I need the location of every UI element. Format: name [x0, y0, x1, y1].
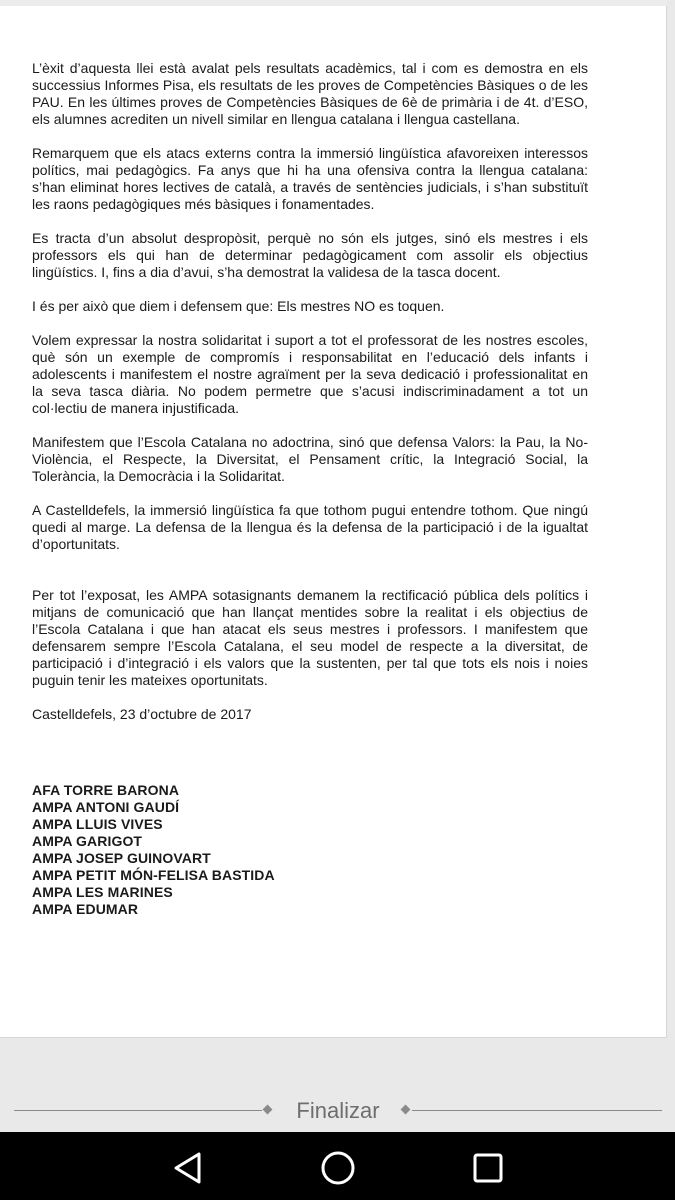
paragraph-teachers-statement: I és per això que diem i defensem que: Els mestres NO es toquen.: [32, 298, 445, 314]
square-recents-icon: [471, 1151, 505, 1185]
signatory: AFA TORRE BARONA: [32, 782, 180, 798]
page-top-strip: [0, 0, 667, 6]
signatory: AMPA ANTONI GAUDÍ: [32, 799, 180, 815]
paragraph-nonsense: Es tracta d’un absolut despropòsit, perquè no són els jutges, sinó els mestres i els professors els qui han de determinar pedagògicament com assolir els objectius lingüístics. I, fins a dia d’avui, s’ha demostrat la validesa de la tasca docent.: [32, 230, 588, 280]
signatory: AMPA LES MARINES: [32, 884, 173, 900]
document-date: Castelldefels, 23 d’octubre de 2017: [32, 706, 252, 722]
recents-button[interactable]: [468, 1148, 508, 1188]
diamond-ornament-right-icon: [401, 1105, 411, 1115]
finalize-bar: [0, 1090, 675, 1130]
signatories-list: [32, 782, 588, 918]
system-navigation-bar: [0, 1132, 675, 1200]
diamond-ornament-left-icon: [263, 1105, 273, 1115]
signatory: AMPA LLUIS VIVES: [32, 816, 163, 832]
signatory: AMPA GARIGOT: [32, 833, 143, 849]
paragraph-solidarity: Volem expressar la nostra solidaritat i suport a tot el professorat de les nostres escoles, què són un exemple de compromís i responsabilitat en l’educació dels infants i adolescents i manifestem el nostre agraïment per la seva dedicació i professionalitat en la seva tasca diària. No podem permetre que s’acusi indiscriminadament a tot un col·lectiu de manera injustificada.: [32, 332, 588, 416]
paragraph-attacks: Remarquem que els atacs externs contra la immersió lingüística afavoreixen interessos polítics, mai pedagògics. Fa anys que hi ha una ofensiva contra la llengua catalana: s’han eliminat hores lectives de català, a través de sentències judicials, i s’han substituït les raons pedagògiques més bàsiques i fonamentades.: [32, 145, 588, 212]
home-button[interactable]: [318, 1148, 358, 1188]
divider-line-left: [14, 1110, 262, 1111]
triangle-back-icon: [170, 1150, 206, 1186]
finalize-button[interactable]: Finalizar: [282, 1096, 394, 1126]
paragraph-rectification: Per tot l’exposat, les AMPA sotasignants demanem la rectificació pública dels polítics i mitjans de comunicació que han llançat mentides sobre la realitat i els objectius de l’Escola Catalana i que han atacat els seus mestres i professors. I manifestem que defensarem sempre l’Escola Catalana, el seu model de respecte a la diversitat, de participació i d’integració i els valors que la sustenten, per tal que tots els nois i noies puguin tenir les mateixes oportunitats.: [32, 587, 588, 688]
back-button[interactable]: [168, 1148, 208, 1188]
divider-line-right: [412, 1110, 662, 1111]
circle-home-icon: [319, 1149, 357, 1187]
signatory: AMPA PETIT MÓN-FELISA BASTIDA: [32, 867, 275, 883]
paragraph-results: L’èxit d’aquesta llei està avalat pels resultats acadèmics, tal i com es demostra en els successius Informes Pisa, els resultats de les proves de Competències Bàsiques o de les PAU. En les últimes proves de Competències Bàsiques de 6è de primària i de 4t. d’ESO, els alumnes acrediten un nivell similar en llengua catalana i llengua castellana.: [32, 60, 588, 127]
paragraph-castelldefels: A Castelldefels, la immersió lingüística fa que tothom pugui entendre tothom. Que ningú quedi al marge. La defensa de la llengua és la defensa de la participació i de la igualtat d’oportunitats.: [32, 502, 588, 552]
signatory: AMPA EDUMAR: [32, 901, 139, 917]
paragraph-values: Manifestem que l’Escola Catalana no adoctrina, sinó que defensa Valors: la Pau, la No-Violència, el Respecte, la Diversitat, el Pensament crític, la Integració Social, la Tolerància, la Democràcia i la Solidaritat.: [32, 434, 588, 484]
document-body: [32, 60, 588, 918]
signatory: AMPA JOSEP GUINOVART: [32, 850, 211, 866]
